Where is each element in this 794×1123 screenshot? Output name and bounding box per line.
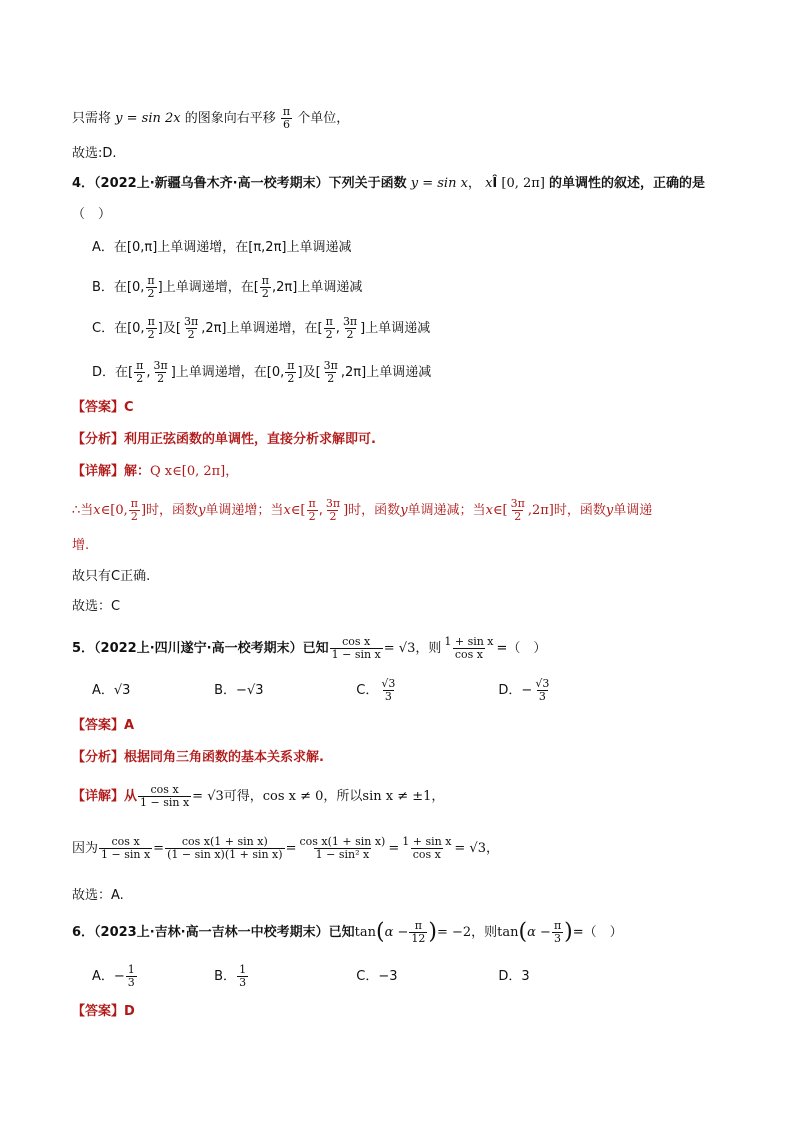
fraction: $\frac{1}{3}$ [127,963,135,989]
fraction: $\frac{\pi}{3}$ [553,919,562,945]
q4-detail: 【详解】解：Q x∈[0, 2π]， [72,464,239,479]
q5-conclusion: 故选：A. [72,888,124,903]
fraction: $\frac{3\pi}{2}$ [510,497,525,523]
q4-detail-line-3: 增. [72,538,90,553]
fraction: $\frac{\text{cos x}}{\text{1 − sin x}}$ [331,635,381,661]
q5-option-b: B．−√3 [214,683,264,698]
fraction: $\frac{\text{1 + sin x}}{\text{cos x}}$ [402,835,452,861]
fraction: $\frac{3\pi}{2}$ [342,315,358,341]
q4-conclusion: 故选：C [72,599,121,614]
fraction: $\frac{\pi}{2}$ [147,315,155,341]
fraction: $\frac{√3}{3}$ [535,677,550,703]
q4-answer: 【答案】C [72,400,134,415]
q6-option-c: C．−3 [356,969,398,984]
q5-detail: 【详解】从 $\frac{\text{cos x}}{\text{1 − sin x}}$ = √3可得，cos x ≠ 0，所以sin x ≠ ±1， [72,783,445,809]
math-expr: y = sin 2x [115,111,181,126]
intro-line-1: 只需将 y = sin 2x 的图象向右平移 $\frac{\pi}{6}$ 个单位， [72,105,350,131]
q5-option-a: A．√3 [92,683,131,698]
q4-option-b: B．在[0, $\frac{\pi}{2}$ ]上单调递增，在[ $\frac{\pi}{2}$ ,2π]上单调递减 [92,274,363,300]
q4-detail-line-4: 故只有C正确. [72,569,151,584]
fraction: $\frac{\pi}{2}$ [287,359,295,385]
fraction: $\frac{3\pi}{2}$ [183,315,199,341]
fraction: $\frac{\pi}{2}$ [261,274,270,300]
fraction: $\frac{\pi}{2}$ [308,497,316,523]
fraction: $\frac{\text{cos x}}{\text{1 − sin x}}$ [140,783,190,809]
q5-options [92,678,552,703]
q6-answer: 【答案】D [72,1004,135,1019]
fraction: $\frac{\pi}{2}$ [147,274,155,300]
q4-option-a: A．在[0,π]上单调递增，在[π,2π]上单调递减 [92,240,352,255]
q5-option-d: D．− $\frac{√3}{3}$ [498,677,550,703]
q4-paren: （ ） [72,207,112,222]
q4-detail-line-2: ∴当x∈[0, $\frac{\pi}{2}$ ]时，函数y单调递增；当x∈[ $\frac{\pi}{2}$ , $\frac{3\pi}{2}$ ]时，函数y单调递减；当x∈[ $\frac{3\pi}{2}$ ,2π]时，函数y单调递 [72,497,653,523]
fraction: $\frac{\pi}{2}$ [136,359,144,385]
fraction: $\frac{\pi}{12}$ [411,919,426,945]
fraction: $\frac{\text{cos x(1 + sin x)}}{\text{(1 − sin x)(1 + sin x)}}$ [167,835,283,861]
q5-answer: 【答案】A [72,718,135,733]
fraction: $\frac{√3}{3}$ [381,677,396,703]
q5-derivation: 因为 $\frac{\text{cos x}}{\text{1 − sin x}}$ = $\frac{\text{cos x(1 + sin x)}}{\text{(1 − sin x)(1 + sin x)}}$ = $\frac{\text{cos x(1 + sin x)}}{\text{1 − sin² x}}$ = $\frac{\text{1 + sin x}}{\text{cos x}}$ = √3， [72,835,499,861]
q4-option-d: D．在[ $\frac{\pi}{2}$ , $\frac{3\pi}{2}$ ]上单调递增，在[0, $\frac{\pi}{2}$ ]及[ $\frac{3\pi}{2}$ ,2π]上单调递减 [92,359,432,385]
fraction: $\frac{1}{3}$ [239,963,247,989]
fraction: $\frac{\pi}{6}$ [282,105,291,131]
fraction: $\frac{3\pi}{2}$ [153,359,168,385]
q6-stem: 6．（2023上·吉林·高一吉林一中校考期末）已知tan(α − $\frac{\pi}{12}$ )= −2，则tan(α − $\frac{\pi}{3}$ )=（ ） [72,919,623,945]
fraction: $\frac{\text{cos x}}{\text{1 − sin x}}$ [101,835,151,861]
q6-option-b: B． $\frac{1}{3}$ [214,963,247,989]
fraction: $\frac{\pi}{2}$ [325,315,333,341]
fraction: $\frac{3\pi}{2}$ [323,359,338,385]
q5-analysis: 【分析】根据同角三角函数的基本关系求解. [72,750,324,765]
fraction: $\frac{3\pi}{2}$ [325,497,341,523]
q6-option-a: A．− $\frac{1}{3}$ [92,963,135,989]
fraction: $\frac{\text{1 + sin x}}{\text{cos x}}$ [444,635,494,661]
q5-stem: 5．（2022上·四川遂宁·高一校考期末）已知 $\frac{\text{cos x}}{\text{1 − sin x}}$ = √3，则 $\frac{\text{1 + sin x}}{\text{cos x}}$ =（ ） [72,635,547,661]
q6-options [92,964,530,989]
intro-line-2: 故选:D. [72,146,117,161]
q6-option-d: D．3 [498,969,530,984]
fraction: $\frac{\pi}{2}$ [130,497,138,523]
q4-option-c: C．在[0, $\frac{\pi}{2}$ ]及[ $\frac{3\pi}{2}$ ,2π]上单调递增，在[ $\frac{\pi}{2}$ , $\frac{3\pi}{2}$ ]上单调递减 [92,315,431,341]
q4-analysis: 【分析】利用正弦函数的单调性，直接分析求解即可. [72,432,376,447]
fraction: $\frac{\text{cos x(1 + sin x)}}{\text{1 − sin² x}}$ [299,835,386,861]
q5-option-c: C． $\frac{√3}{3}$ [356,677,396,703]
q4-stem: 4．（2022上·新疆乌鲁木齐·高一校考期末）下列关于函数 y = sin x， xÎ [0, 2π] 的单调性的叙述，正确的是 [72,176,706,191]
